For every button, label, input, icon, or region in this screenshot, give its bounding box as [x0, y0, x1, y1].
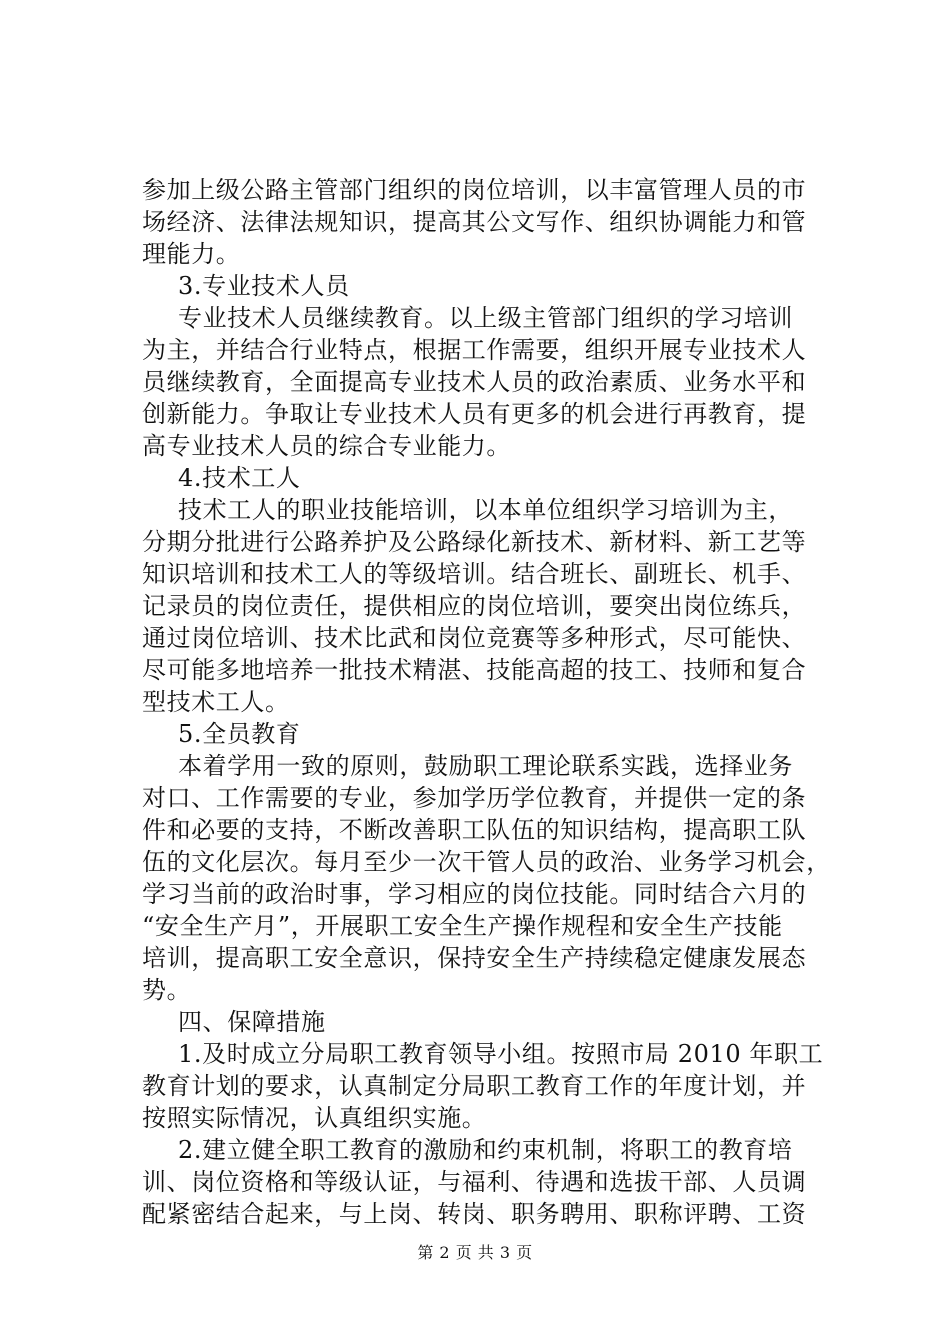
text-line: 知识培训和技术工人的等级培训。结合班长、副班长、机手、 [142, 560, 807, 588]
text-line: 件和必要的支持，不断改善职工队伍的知识结构，提高职工队 [142, 816, 807, 844]
text-line: 参加上级公路主管部门组织的岗位培训，以丰富管理人员的市 [142, 176, 807, 204]
text-line: 对口、工作需要的专业，参加学历学位教育，并提供一定的条 [142, 784, 807, 812]
section-heading: 3.专业技术人员 [178, 272, 350, 300]
text-line: 员继续教育，全面提高专业技术人员的政治素质、业务水平和 [142, 368, 807, 396]
section-heading: 四、保障措施 [178, 1008, 326, 1036]
text-line: 记录员的岗位责任，提供相应的岗位培训，要突出岗位练兵， [142, 592, 807, 620]
text-line: 学习当前的政治时事，学习相应的岗位技能。同时结合六月的 [142, 880, 807, 908]
text-line: 2.建立健全职工教育的激励和约束机制，将职工的教育培 [178, 1136, 793, 1164]
text-line: 场经济、法律法规知识，提高其公文写作、组织协调能力和管 [142, 208, 807, 236]
text-line: 技术工人的职业技能培训，以本单位组织学习培训为主， [178, 496, 793, 524]
text-line: 本着学用一致的原则，鼓励职工理论联系实践，选择业务 [178, 752, 793, 780]
text-line: 1.及时成立分局职工教育领导小组。按照市局 2010 年职工 [178, 1040, 824, 1068]
page-footer: 第 2 页 共 3 页 [417, 1243, 533, 1262]
text-line: 专业技术人员继续教育。以上级主管部门组织的学习培训 [178, 304, 793, 332]
text-line: 创新能力。争取让专业技术人员有更多的机会进行再教育，提 [142, 400, 807, 428]
section-heading: 4.技术工人 [178, 464, 301, 492]
text-line: 势。 [142, 976, 192, 1004]
section-heading: 5.全员教育 [178, 720, 301, 748]
text-line: 配紧密结合起来，与上岗、转岗、职务聘用、职称评聘、工资 [142, 1200, 807, 1228]
text-line: 培训，提高职工安全意识，保持安全生产持续稳定健康发展态 [142, 944, 807, 972]
text-line: 通过岗位培训、技术比武和岗位竞赛等多种形式，尽可能快、 [142, 624, 807, 652]
text-line: 为主，并结合行业特点，根据工作需要，组织开展专业技术人 [142, 336, 807, 364]
text-line: 型技术工人。 [142, 688, 290, 716]
text-line: 分期分批进行公路养护及公路绿化新技术、新材料、新工艺等 [142, 528, 807, 556]
document-body [142, 174, 842, 1230]
text-line: 尽可能多地培养一批技术精湛、技能高超的技工、技师和复合 [142, 656, 807, 684]
text-line: “安全生产月”，开展职工安全生产操作规程和安全生产技能 [142, 912, 783, 940]
text-line: 教育计划的要求，认真制定分局职工教育工作的年度计划，并 [142, 1072, 807, 1100]
text-line: 训、岗位资格和等级认证，与福利、待遇和选拔干部、人员调 [142, 1168, 807, 1196]
text-line: 理能力。 [142, 240, 241, 268]
text-line: 按照实际情况，认真组织实施。 [142, 1104, 487, 1132]
text-line: 高专业技术人员的综合专业能力。 [142, 432, 511, 460]
text-line: 伍的文化层次。每月至少一次干管人员的政治、业务学习机会， [142, 848, 831, 876]
